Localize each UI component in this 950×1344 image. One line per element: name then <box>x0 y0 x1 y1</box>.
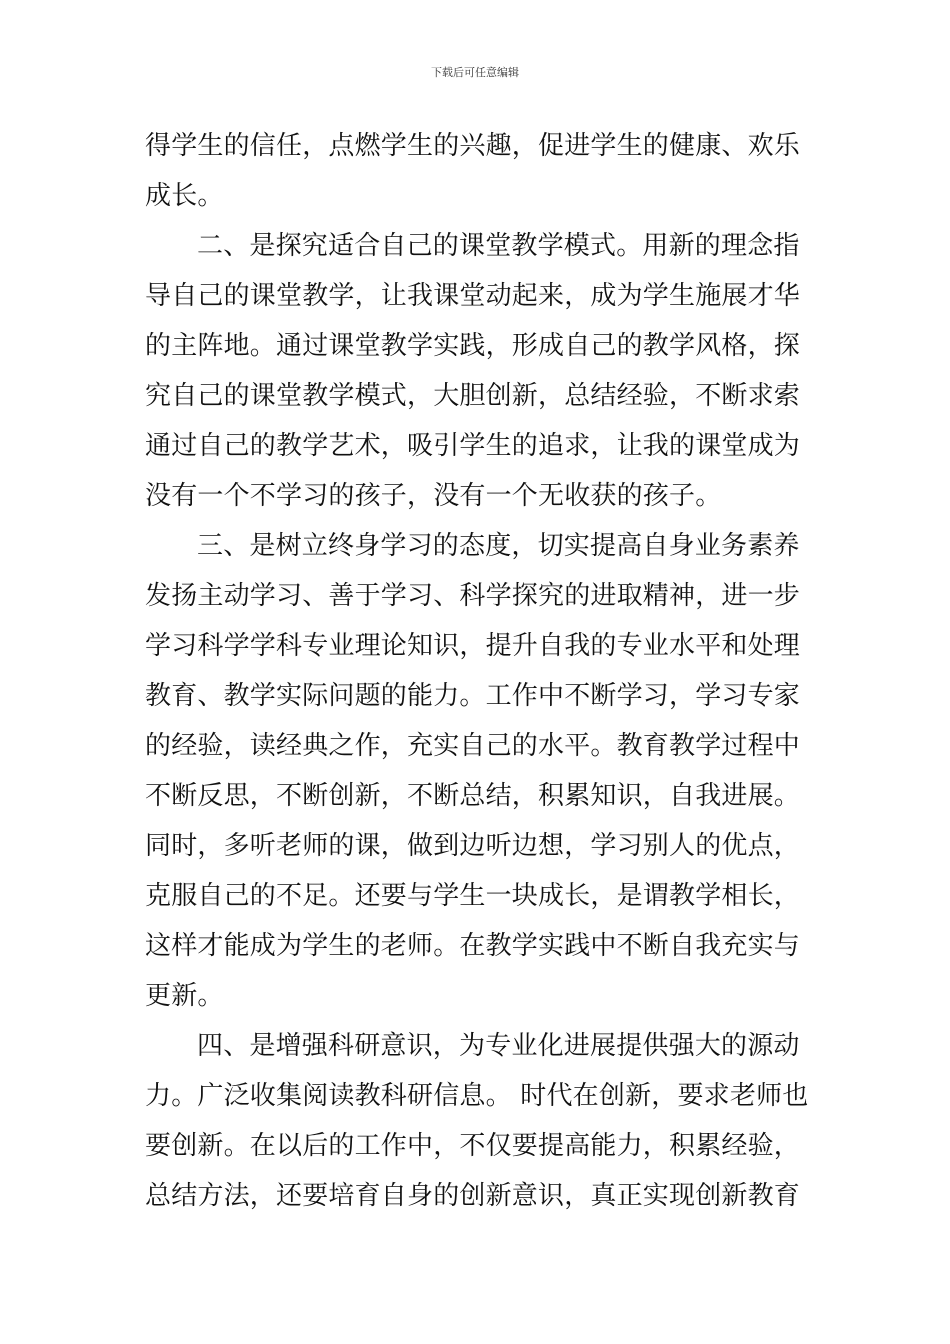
paragraph-start-line: 四、是增强科研意识，为专业化进展提供强大的源动 <box>197 1031 800 1061</box>
text-line: 的主阵地。通过课堂教学实践，形成自己的教学风格，探 <box>145 331 801 361</box>
text-line: 的经验，读经典之作，充实自己的水平。教育教学过程中 <box>145 731 801 761</box>
text-line: 克服自己的不足。还要与学生一块成长，是谓教学相长， <box>145 881 801 911</box>
text-line: 教育、教学实际问题的能力。工作中不断学习，学习专家 <box>145 681 801 711</box>
text-line: 这样才能成为学生的老师。在教学实践中不断自我充实与 <box>145 931 801 961</box>
text-line: 不断反思，不断创新，不断总结，积累知识，自我进展。 <box>145 781 801 811</box>
paragraph-start-line: 二、是探究适合自己的课堂教学模式。用新的理念指 <box>197 231 800 261</box>
text-line: 更新。 <box>145 981 224 1011</box>
text-line: 力。广泛收集阅读教科研信息。 时代在创新，要求老师也 <box>145 1081 809 1111</box>
text-line: 得学生的信任，点燃学生的兴趣，促进学生的健康、欢乐 <box>145 131 801 161</box>
text-line: 没有一个不学习的孩子，没有一个无收获的孩子。 <box>145 481 722 511</box>
text-line: 总结方法，还要培育自身的创新意识，真正实现创新教育 <box>145 1181 801 1211</box>
text-line: 学习科学学科专业理论知识，提升自我的专业水平和处理 <box>145 631 801 661</box>
text-line: 究自己的课堂教学模式，大胆创新，总结经验，不断求索 <box>145 381 801 411</box>
text-line: 要创新。在以后的工作中，不仅要提高能力，积累经验， <box>145 1131 801 1161</box>
paragraph-start-line: 三、是树立终身学习的态度，切实提高自身业务素养 <box>197 531 800 561</box>
text-line: 通过自己的教学艺术，吸引学生的追求，让我的课堂成为 <box>145 431 801 461</box>
text-line: 导自己的课堂教学，让我课堂动起来，成为学生施展才华 <box>145 281 801 311</box>
text-line: 同时，多听老师的课，做到边听边想，学习别人的优点， <box>145 831 801 861</box>
text-line: 成长。 <box>145 181 224 211</box>
text-line: 发扬主动学习、善于学习、科学探究的进取精神，进一步 <box>145 581 801 611</box>
page-header-note: 下载后可任意编辑 <box>431 66 519 79</box>
